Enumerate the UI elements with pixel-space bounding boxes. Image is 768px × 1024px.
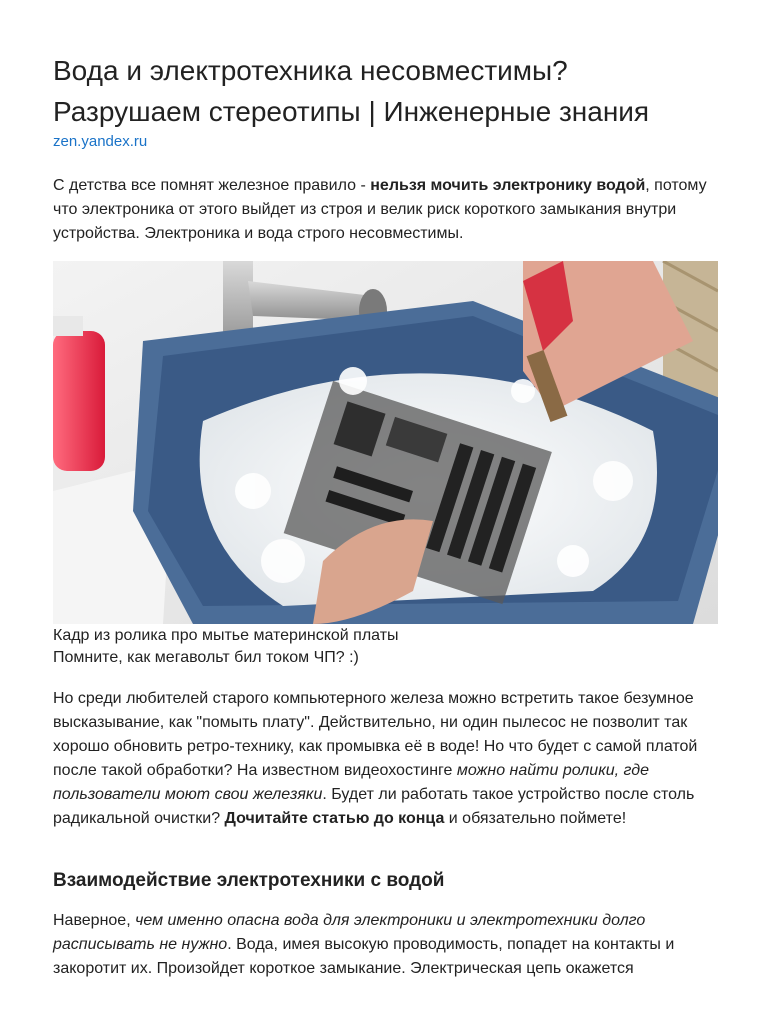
body-bold: Дочитайте статью до конца (224, 810, 445, 827)
caption-line-1: Кадр из ролика про мытье материнской платы (53, 627, 399, 644)
source-link[interactable]: zen.yandex.ru (53, 133, 148, 150)
body-text-3: и обязательно поймете! (444, 810, 627, 827)
washing-board-photo (53, 261, 718, 624)
body-italic: можно найти ролики, где пользователи моют свои железяки (53, 762, 649, 803)
intro-text-1: С детства все помнят железное правило - (53, 177, 371, 194)
intro-paragraph (53, 174, 723, 246)
image-caption (53, 625, 723, 669)
title-line-1: Вода и электротехника несовместимы? (53, 55, 568, 86)
section-text-2: . Вода, имея высокую проводимость, попадет на контакты и закоротит их. Произойдет короткое замыкание. Электрическая цепь окажется (53, 936, 675, 977)
section-paragraph (53, 909, 723, 981)
body-text-2: . Будет ли работать такое устройство после столь радикальной очистки? (53, 786, 695, 827)
intro-bold: нельзя мочить электронику водой (370, 177, 646, 194)
section-italic: чем именно опасна вода для электроники и электротехники долго расписывать не нужно (53, 912, 646, 953)
title-line-2: Разрушаем стереотипы | Инженерные знания (53, 96, 650, 127)
caption-line-2: Помните, как мегавольт бил током ЧП? :) (53, 649, 359, 666)
section-heading: Взаимодействие электротехники с водой (53, 870, 445, 891)
section-text-1: Наверное, (53, 912, 136, 929)
body-text-1: Но среди любителей старого компьютерного железа можно встретить такое безумное высказывание, как "помыть плату". Действительно, ни один пылесос не позволит так хорошо обновить ретро-технику, как промывка её в воде! Но что будет с самой платой после такой обработки? На известном видеохостинге (53, 690, 698, 779)
article-title (53, 50, 733, 132)
article-image (53, 261, 718, 624)
intro-text-2: , потому что электроника от этого выйдет из строя и велик риск короткого замыкания внутри устройства. Электроника и вода строго несовместимы. (53, 177, 707, 242)
body-paragraph (53, 687, 723, 831)
